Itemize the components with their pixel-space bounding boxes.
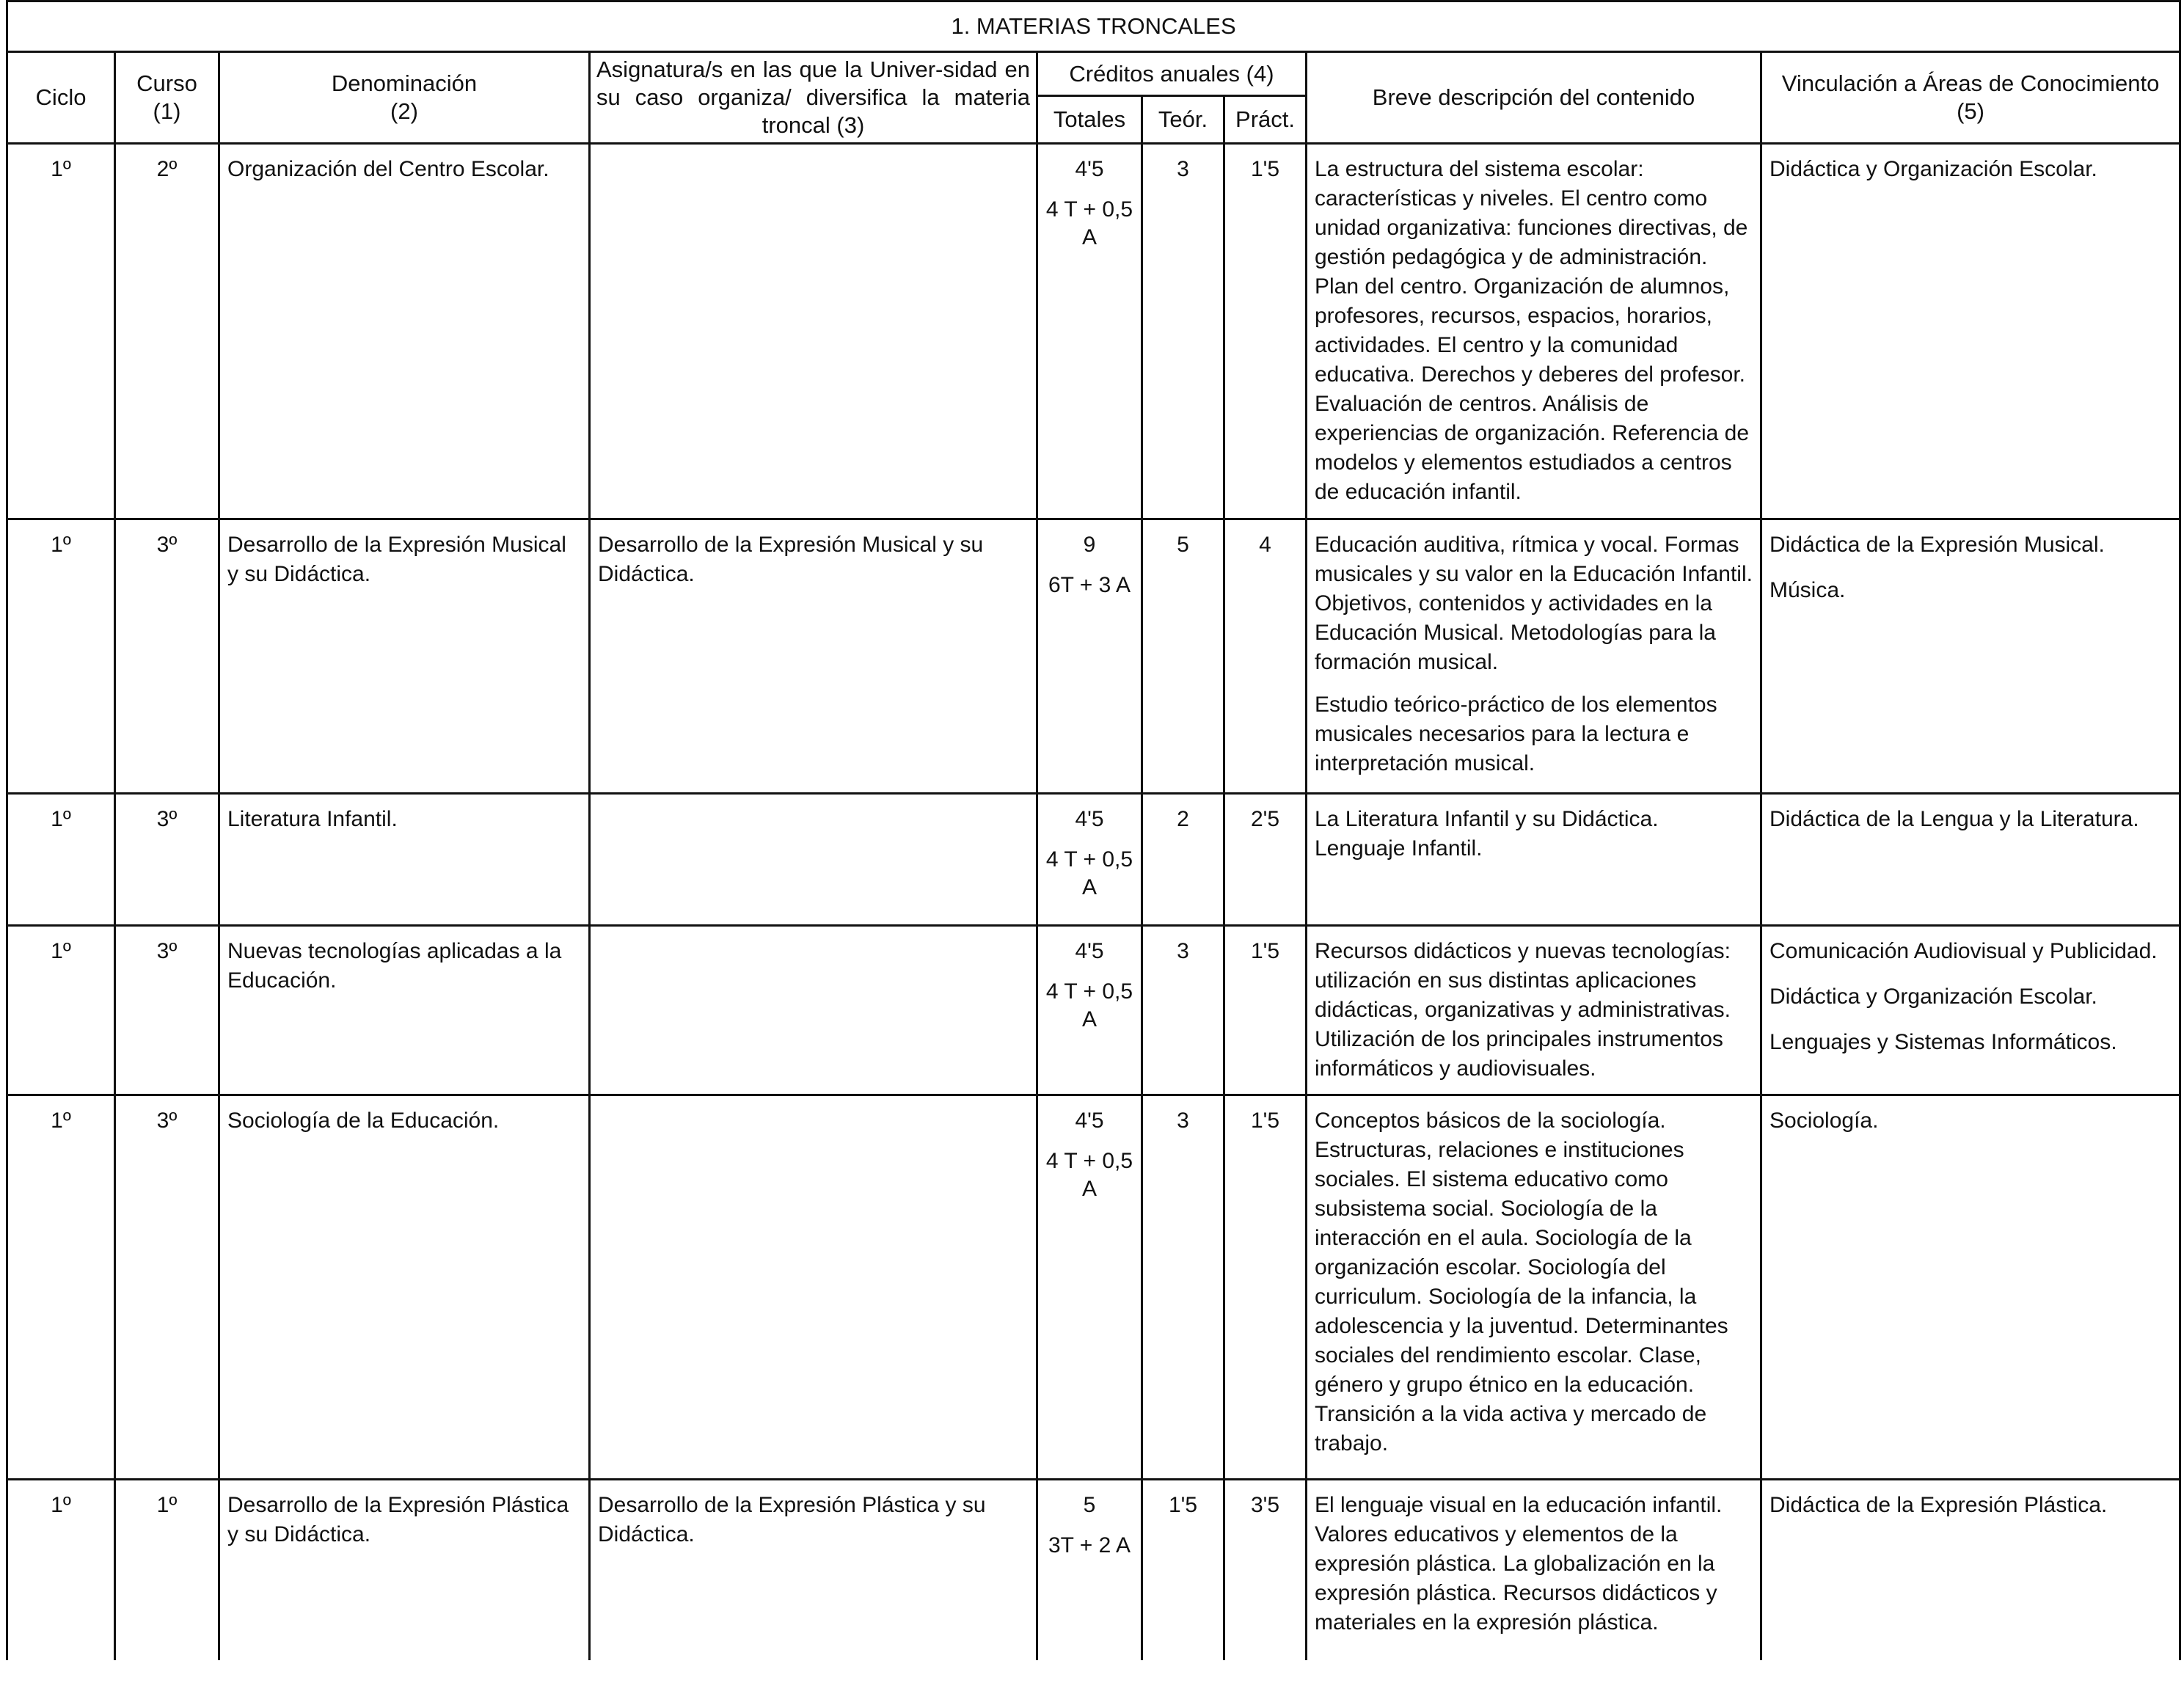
- cell-curso: 3º: [115, 519, 219, 794]
- area-item: Música.: [1770, 578, 1846, 602]
- cell-ciclo: 1º: [7, 519, 115, 794]
- header-curso-note: (1): [153, 98, 181, 124]
- cell-teor: 5: [1142, 519, 1224, 794]
- totales-value: 4'5: [1075, 807, 1104, 831]
- header-row: [7, 52, 2180, 96]
- cell-areas: [1761, 519, 2180, 794]
- totales-detail: 6T + 3 A: [1048, 573, 1131, 597]
- cell-asignatura: [590, 1095, 1037, 1480]
- cell-totales: [1037, 144, 1142, 519]
- cell-teor: 1'5: [1142, 1480, 1224, 1660]
- cell-curso: 2º: [115, 144, 219, 519]
- cell-descripcion: [1307, 519, 1761, 794]
- table-row: [7, 794, 2180, 926]
- materias-troncales-table: [6, 0, 2181, 1660]
- area-item: Didáctica de la Expresión Musical.: [1770, 533, 2105, 557]
- cell-ciclo: 1º: [7, 794, 115, 926]
- header-denominacion-label: Denominación: [331, 70, 478, 96]
- cell-pract: 4: [1224, 519, 1307, 794]
- cell-descripcion: [1307, 144, 1761, 519]
- totales-value: 4'5: [1075, 157, 1104, 181]
- cell-teor: 3: [1142, 144, 1224, 519]
- header-totales: Totales: [1037, 96, 1142, 144]
- cell-areas: [1761, 1095, 2180, 1480]
- cell-totales: [1037, 794, 1142, 926]
- area-item: Didáctica y Organización Escolar.: [1770, 157, 2097, 181]
- header-ciclo: Ciclo: [7, 52, 115, 144]
- header-teor: Teór.: [1142, 96, 1224, 144]
- descripcion-paragraph: Conceptos básicos de la sociología. Estructuras, relaciones e instituciones sociales. El sistema educativo como subsistema social. Sociología de la interacción en el aula. Sociología de la organización escolar. Sociología del curriculum. Sociología de la infancia, la adolescencia y la juventud. Determinantes sociales del rendimiento escolar. Clase, género y grupo étnico en la educación. Transición a la vida activa y mercado de trabajo.: [1315, 1109, 1728, 1456]
- totales-detail: 4 T + 0,5 A: [1045, 979, 1133, 1031]
- cell-denominacion: Nuevas tecnologías aplicadas a la Educación.: [219, 926, 590, 1095]
- area-item: Comunicación Audiovisual y Publicidad.: [1770, 939, 2158, 963]
- cell-denominacion: Desarrollo de la Expresión Plástica y su Didáctica.: [219, 1480, 590, 1660]
- cell-asignatura: [590, 926, 1037, 1095]
- header-descripcion: Breve descripción del contenido: [1307, 52, 1761, 144]
- cell-curso: 1º: [115, 1480, 219, 1660]
- cell-teor: 3: [1142, 926, 1224, 1095]
- header-curso: [115, 52, 219, 144]
- header-vinculacion: [1761, 52, 2180, 144]
- header-pract: Práct.: [1224, 96, 1307, 144]
- totales-detail: 4 T + 0,5 A: [1045, 197, 1133, 249]
- table-row: [7, 1095, 2180, 1480]
- cell-asignatura: [590, 144, 1037, 519]
- cell-totales: [1037, 519, 1142, 794]
- cell-pract: 3'5: [1224, 1480, 1307, 1660]
- cell-denominacion: Desarrollo de la Expresión Musical y su Didáctica.: [219, 519, 590, 794]
- table-title: 1. MATERIAS TRONCALES: [7, 1, 2180, 52]
- header-curso-label: Curso: [136, 70, 197, 96]
- descripcion-paragraph: Educación auditiva, rítmica y vocal. Formas musicales y su valor en la Educación Infantil. Objetivos, contenidos y actividades en la Educación Musical. Metodologías para la formación musical.: [1315, 533, 1753, 674]
- cell-descripcion: [1307, 794, 1761, 926]
- table-row: [7, 1480, 2180, 1660]
- cell-totales: [1037, 926, 1142, 1095]
- area-item: Didáctica de la Expresión Plástica.: [1770, 1493, 2108, 1517]
- cell-ciclo: 1º: [7, 926, 115, 1095]
- table-row: [7, 144, 2180, 519]
- totales-detail: 3T + 2 A: [1048, 1533, 1131, 1557]
- cell-pract: 1'5: [1224, 144, 1307, 519]
- area-item: Lenguajes y Sistemas Informáticos.: [1770, 1030, 2117, 1054]
- cell-descripcion: [1307, 1480, 1761, 1660]
- cell-totales: [1037, 1095, 1142, 1480]
- totales-value: 9: [1083, 533, 1096, 557]
- cell-areas: [1761, 926, 2180, 1095]
- header-denominacion-note: (2): [390, 98, 418, 124]
- cell-curso: 3º: [115, 926, 219, 1095]
- descripcion-paragraph: Recursos didácticos y nuevas tecnologías: utilización en sus distintas aplicaciones didácticas, organizativas y administrativas. Utilización de los principales instrumentos informáticos y audiovisuales.: [1315, 939, 1731, 1081]
- cell-areas: [1761, 1480, 2180, 1660]
- cell-denominacion: Sociología de la Educación.: [219, 1095, 590, 1480]
- header-asignatura: Asignatura/s en las que la Univer-sidad en su caso organiza/ diversifica la materia troncal (3): [590, 52, 1037, 144]
- cell-denominacion: Organización del Centro Escolar.: [219, 144, 590, 519]
- area-item: Didáctica de la Lengua y la Literatura.: [1770, 807, 2139, 831]
- totales-value: 5: [1083, 1493, 1096, 1517]
- area-item: Didáctica y Organización Escolar.: [1770, 985, 2097, 1009]
- table-row: [7, 926, 2180, 1095]
- descripcion-paragraph: La estructura del sistema escolar: características y niveles. El centro como unidad organizativa: funciones directivas, de gestión pedagógica y de administración. Plan del centro. Organización de alumnos, profesores, recursos, espacios, horarios, actividades. El centro y la comunidad educativa. Derechos y deberes del profesor. Evaluación de centros. Análisis de experiencias de organización. Referencia de modelos y elementos estudiados a centros de educación infantil.: [1315, 157, 1750, 504]
- totales-detail: 4 T + 0,5 A: [1045, 1149, 1133, 1201]
- cell-teor: 2: [1142, 794, 1224, 926]
- header-vinculacion-note: (5): [1957, 98, 1984, 124]
- header-denominacion: [219, 52, 590, 144]
- totales-value: 4'5: [1075, 1109, 1104, 1133]
- table-row: [7, 519, 2180, 794]
- cell-ciclo: 1º: [7, 1480, 115, 1660]
- cell-curso: 3º: [115, 1095, 219, 1480]
- cell-teor: 3: [1142, 1095, 1224, 1480]
- descripcion-paragraph: Estudio teórico-práctico de los elementos musicales necesarios para la lectura e interpretación musical.: [1315, 693, 1717, 775]
- cell-asignatura: Desarrollo de la Expresión Musical y su Didáctica.: [590, 519, 1037, 794]
- cell-asignatura: [590, 794, 1037, 926]
- cell-pract: 1'5: [1224, 1095, 1307, 1480]
- cell-descripcion: [1307, 1095, 1761, 1480]
- totales-value: 4'5: [1075, 939, 1104, 963]
- cell-ciclo: 1º: [7, 144, 115, 519]
- document-page: [6, 0, 2179, 1691]
- cell-curso: 3º: [115, 794, 219, 926]
- area-item: Sociología.: [1770, 1109, 1879, 1133]
- cell-descripcion: [1307, 926, 1761, 1095]
- totales-detail: 4 T + 0,5 A: [1045, 847, 1133, 899]
- cell-areas: [1761, 794, 2180, 926]
- descripcion-paragraph: El lenguaje visual en la educación infantil. Valores educativos y elementos de la expresión plástica. La globalización en la expresión plástica. Recursos didácticos y materiales en la expresión plástica.: [1315, 1493, 1723, 1635]
- cell-denominacion: Literatura Infantil.: [219, 794, 590, 926]
- cell-pract: 1'5: [1224, 926, 1307, 1095]
- cell-ciclo: 1º: [7, 1095, 115, 1480]
- cell-totales: [1037, 1480, 1142, 1660]
- table-title-row: [7, 1, 2180, 52]
- cell-pract: 2'5: [1224, 794, 1307, 926]
- header-creditos: Créditos anuales (4): [1037, 52, 1307, 96]
- cell-areas: [1761, 144, 2180, 519]
- descripcion-paragraph: La Literatura Infantil y su Didáctica. Lenguaje Infantil.: [1315, 807, 1659, 861]
- cell-asignatura: Desarrollo de la Expresión Plástica y su Didáctica.: [590, 1480, 1037, 1660]
- header-vinculacion-label: Vinculación a Áreas de Conocimiento: [1781, 70, 2160, 96]
